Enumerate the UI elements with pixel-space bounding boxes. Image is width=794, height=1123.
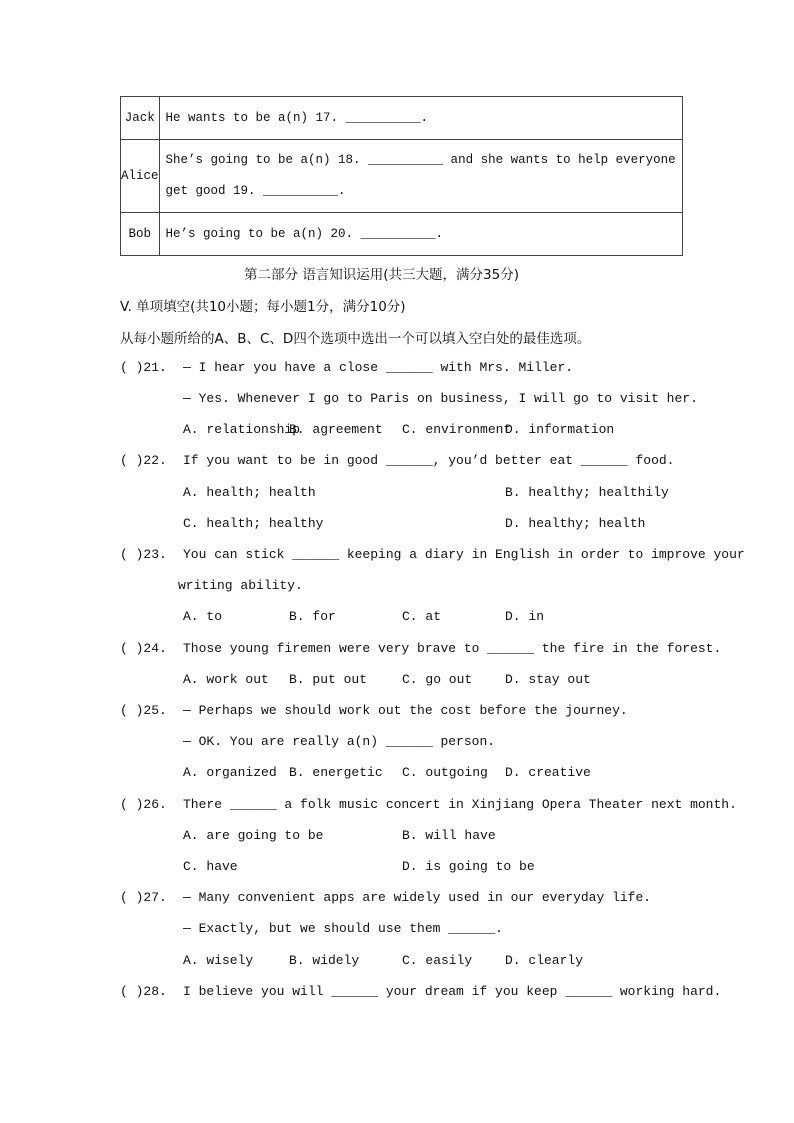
table-name-cell: Alice bbox=[121, 140, 160, 213]
option-c: C. health; healthy bbox=[183, 516, 324, 531]
section-title: V. 单项填空(共10小题；每小题1分，满分10分) bbox=[120, 299, 406, 315]
option-c: C. outgoing bbox=[402, 765, 488, 780]
question-stem: If you want to be in good ______, you’d better eat ______ food. bbox=[183, 453, 675, 468]
option-d: D. stay out bbox=[505, 672, 591, 687]
option-d: D. healthy; health bbox=[505, 516, 646, 531]
table-text-cell bbox=[159, 97, 682, 140]
option-a: A. organized bbox=[183, 765, 277, 780]
option-c: C. go out bbox=[402, 672, 473, 687]
option-a: A. to bbox=[183, 609, 223, 624]
question-number: ( )27. bbox=[120, 890, 167, 905]
option-b: B. put out bbox=[289, 672, 368, 687]
option-a: A. relationship bbox=[183, 422, 301, 437]
option-b: B. will have bbox=[402, 828, 496, 843]
table-text-cell bbox=[159, 213, 682, 256]
table-row bbox=[121, 213, 683, 256]
question-number: ( )21. bbox=[120, 360, 167, 375]
question-stem: You can stick ______ keeping a diary in English in order to improve your bbox=[183, 547, 745, 562]
answer-table bbox=[120, 96, 683, 256]
table-text-line: He wants to be a(n) 17. __________. bbox=[165, 110, 429, 125]
option-d: D. is going to be bbox=[402, 859, 535, 874]
question-stem-continued: — OK. You are really a(n) ______ person. bbox=[183, 734, 496, 749]
option-d: D. information bbox=[505, 422, 615, 437]
part-title: 第二部分 语言知识运用(共三大题，满分35分) bbox=[244, 267, 520, 283]
question-number: ( )23. bbox=[120, 547, 167, 562]
question-stem-continued: — Yes. Whenever I go to Paris on business, I will go to visit her. bbox=[183, 391, 698, 406]
question-stem-continued: writing ability. bbox=[178, 578, 303, 593]
option-b: B. agreement bbox=[289, 422, 383, 437]
option-b: B. healthy; healthily bbox=[505, 485, 669, 500]
question-stem: Those young firemen were very brave to ______ the fire in the forest. bbox=[183, 641, 722, 656]
option-c: C. easily bbox=[402, 953, 473, 968]
table-text-line: She’s going to be a(n) 18. __________ and she wants to help everyone bbox=[165, 153, 676, 167]
option-d: D. clearly bbox=[505, 953, 584, 968]
question-stem: I believe you will ______ your dream if you keep ______ working hard. bbox=[183, 984, 722, 999]
option-d: D. creative bbox=[505, 765, 591, 780]
question-stem: — Many convenient apps are widely used in our everyday life. bbox=[183, 890, 652, 905]
option-c: C. environment bbox=[402, 422, 512, 437]
question-number: ( )24. bbox=[120, 641, 167, 656]
option-c: C. at bbox=[402, 609, 442, 624]
table-name-cell: Jack bbox=[121, 97, 160, 140]
option-a: A. are going to be bbox=[183, 828, 324, 843]
option-b: B. energetic bbox=[289, 765, 383, 780]
option-c: C. have bbox=[183, 859, 238, 874]
question-stem: — Perhaps we should work out the cost before the journey. bbox=[183, 703, 628, 718]
question-number: ( )22. bbox=[120, 453, 167, 468]
question-stem-continued: — Exactly, but we should use them ______. bbox=[183, 921, 503, 936]
table-name-cell: Bob bbox=[121, 213, 160, 256]
option-a: A. work out bbox=[183, 672, 269, 687]
option-a: A. health; health bbox=[183, 485, 316, 500]
option-b: B. for bbox=[289, 609, 336, 624]
table-row bbox=[121, 140, 683, 213]
question-number: ( )25. bbox=[120, 703, 167, 718]
instruction: 从每小题所给的A、B、C、D四个选项中选出一个可以填入空白处的最佳选项。 bbox=[120, 331, 591, 347]
question-number: ( )28. bbox=[120, 984, 167, 999]
question-stem: — I hear you have a close ______ with Mrs. Miller. bbox=[183, 360, 574, 375]
question-number: ( )26. bbox=[120, 797, 167, 812]
option-a: A. wisely bbox=[183, 953, 254, 968]
option-b: B. widely bbox=[289, 953, 360, 968]
table-row bbox=[121, 97, 683, 140]
table-text-cell bbox=[159, 140, 682, 213]
question-stem: There ______ a folk music concert in Xinjiang Opera Theater next month. bbox=[183, 797, 737, 812]
table-text-line: He’s going to be a(n) 20. __________. bbox=[165, 226, 444, 241]
table-text-line: get good 19. __________. bbox=[165, 184, 346, 198]
option-d: D. in bbox=[505, 609, 545, 624]
